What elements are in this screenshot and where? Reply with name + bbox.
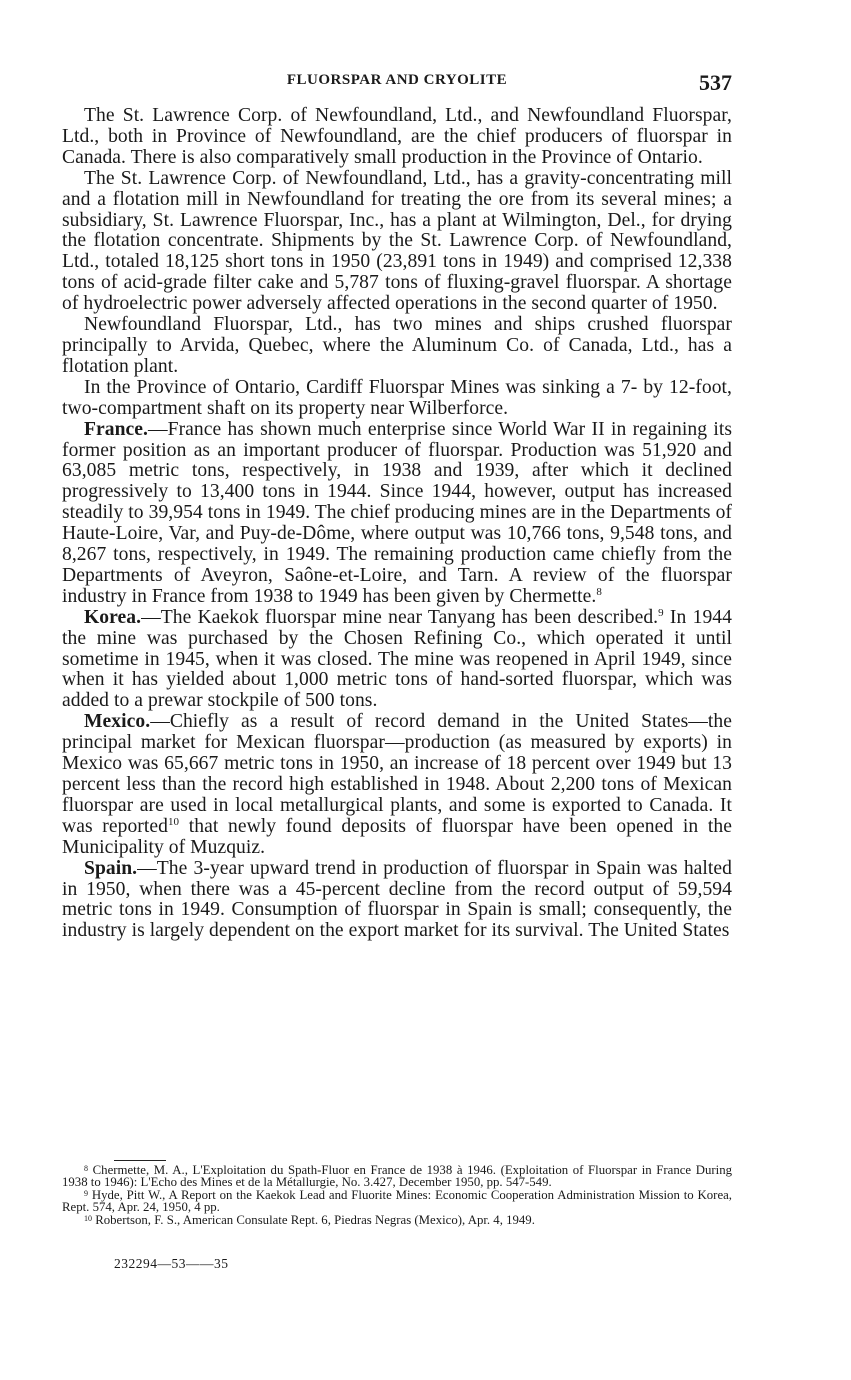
paragraph-text: —The 3-year upward trend in production of fluorspar in Spain was halted in 1950, when there was a 45-percent decline from the record output of 59,594 metric tons in 1949. Consumption of fluorspar in Spain is small; consequently, the industry is largely dependent on the export market for its survival. The United States: [62, 857, 732, 942]
footnote-number: 8: [84, 1164, 88, 1173]
footnote-number: 9: [84, 1188, 88, 1198]
paragraph-text: The St. Lawrence Corp. of Newfoundland, Ltd., and Newfoundland Fluorspar, Ltd., both in Province of Newfoundland, are the chief producers of fluorspar in Canada. There is also comparatively small production in the Province of Ontario.: [62, 105, 732, 168]
paragraph-newfoundland-fluorspar: [62, 315, 732, 378]
footnote-rule: [114, 1160, 166, 1161]
paragraph-ontario: [62, 378, 732, 420]
paragraph-text-cont: that newly found deposits of fluorspar have been opened in the Municipality of Muzquiz.: [62, 815, 732, 858]
paragraph-mexico: [62, 712, 732, 858]
footnote-ref-10: 10: [167, 815, 180, 828]
paragraph-text-cont: In 1944 the mine was purchased by the Chosen Refining Co., which operated it until sometime in 1945, when it was closed. The mine was reopened in April 1949, since when it has yielded about 1,000 metric tons of hand-sorted fluorspar, which was added to a prewar stockpile of 500 tons.: [62, 606, 732, 712]
paragraph-canada-producers: [62, 106, 732, 169]
paragraph-text: —The Kaekok fluorspar mine near Tanyang has been described.: [141, 606, 659, 628]
paragraph-text: In the Province of Ontario, Cardiff Fluorspar Mines was sinking a 7- by 12-foot, two-compartment shaft on its property near Wilberforce.: [62, 376, 732, 419]
section-heading-france: France.: [84, 418, 149, 440]
running-title: FLUORSPAR AND CRYOLITE: [286, 72, 508, 88]
paragraph-korea: [62, 608, 732, 713]
section-heading-korea: Korea.: [84, 606, 142, 628]
footnote-9: [62, 1189, 732, 1214]
footnote-text: Chermette, M. A., L'Exploitation du Spath-Fluor en France de 1938 à 1946. (Exploitation of Fluorspar in France During 1938 to 1946): L'Echo des Mines et de la Métallurgie, No. 3.427, December 1950, pp. 547-549.: [62, 1163, 732, 1190]
paragraph-france: [62, 420, 732, 608]
footnote-ref-9: 9: [658, 606, 664, 619]
paragraph-text: —Chiefly as a result of record demand in the United States—the principal market for Mexican fluorspar—production (as measured by exports) in Mexico was 65,667 metric tons in 1950, an increase of 18 percent over 1949 but 13 percent less than the record high established in 1948. About 2,200 tons of Mexican fluorspar are used in local metallurgical plants, and some is exported to Canada. It was reported: [62, 711, 732, 837]
section-heading-mexico: Mexico.: [84, 711, 151, 733]
footnote-8: [62, 1164, 732, 1189]
page-header: [62, 70, 732, 96]
section-heading-spain: Spain.: [84, 857, 138, 879]
footnotes: [62, 1164, 732, 1226]
paragraph-text: Newfoundland Fluorspar, Ltd., has two mines and ships crushed fluorspar principally to Arvida, Quebec, where the Aluminum Co. of Canada, Ltd., has a flotation plant.: [62, 314, 732, 377]
footnote-text: Hyde, Pitt W., A Report on the Kaekok Lead and Fluorite Mines: Economic Cooperation Administration Mission to Korea, Rept. 574, Apr. 24, 1950, 4 pp.: [62, 1187, 732, 1215]
footnote-ref-8: 8: [596, 585, 602, 598]
paragraph-text: The St. Lawrence Corp. of Newfoundland, Ltd., has a gravity-concentrating mill and a flotation mill in Newfoundland for treating the ore from its several mines; a subsidiary, St. Lawrence Fluorspar, Inc., has a plant at Wilmington, Del., for drying the flotation concentrate. Shipments by the St. Lawrence Corp. of Newfoundland, Ltd., totaled 18,125 short tons in 1950 (23,891 tons in 1949) and comprised 12,338 tons of acid-grade filter cake and 5,787 tons of fluxing-gravel fluorspar. A shortage of hydroelectric power adversely affected operations in the second quarter of 1950.: [62, 167, 732, 315]
paragraph-st-lawrence: [62, 169, 732, 315]
page-number: 537: [699, 70, 732, 95]
paragraph-text: —France has shown much enterprise since World War II in regaining its former position as an important producer of fluorspar. Production was 51,920 and 63,085 metric tons, respectively, in 1938 and 1939, after which it declined progressively to 13,400 tons in 1944. Since 1944, however, output has increased steadily to 39,954 tons in 1949. The chief producing mines are in the Departments of Haute-Loire, Var, and Puy-de-Dôme, where output was 10,766 tons, 9,548 tons, and 8,267 tons, respectively, in 1949. The remaining production came chiefly from the Departments of Aveyron, Saône-et-Loire, and Tarn. A review of the fluorspar industry in France from 1938 to 1949 has been given by Chermette.: [62, 418, 732, 607]
footnote-text: Robertson, F. S., American Consulate Rept. 6, Piedras Negras (Mexico), Apr. 4, 1949.: [95, 1212, 535, 1227]
footnote-number: 10: [84, 1213, 92, 1223]
paragraph-spain: [62, 859, 732, 943]
body-text: [62, 106, 732, 942]
print-code: 232294—53——35: [114, 1256, 229, 1271]
footnote-10: [62, 1214, 732, 1226]
